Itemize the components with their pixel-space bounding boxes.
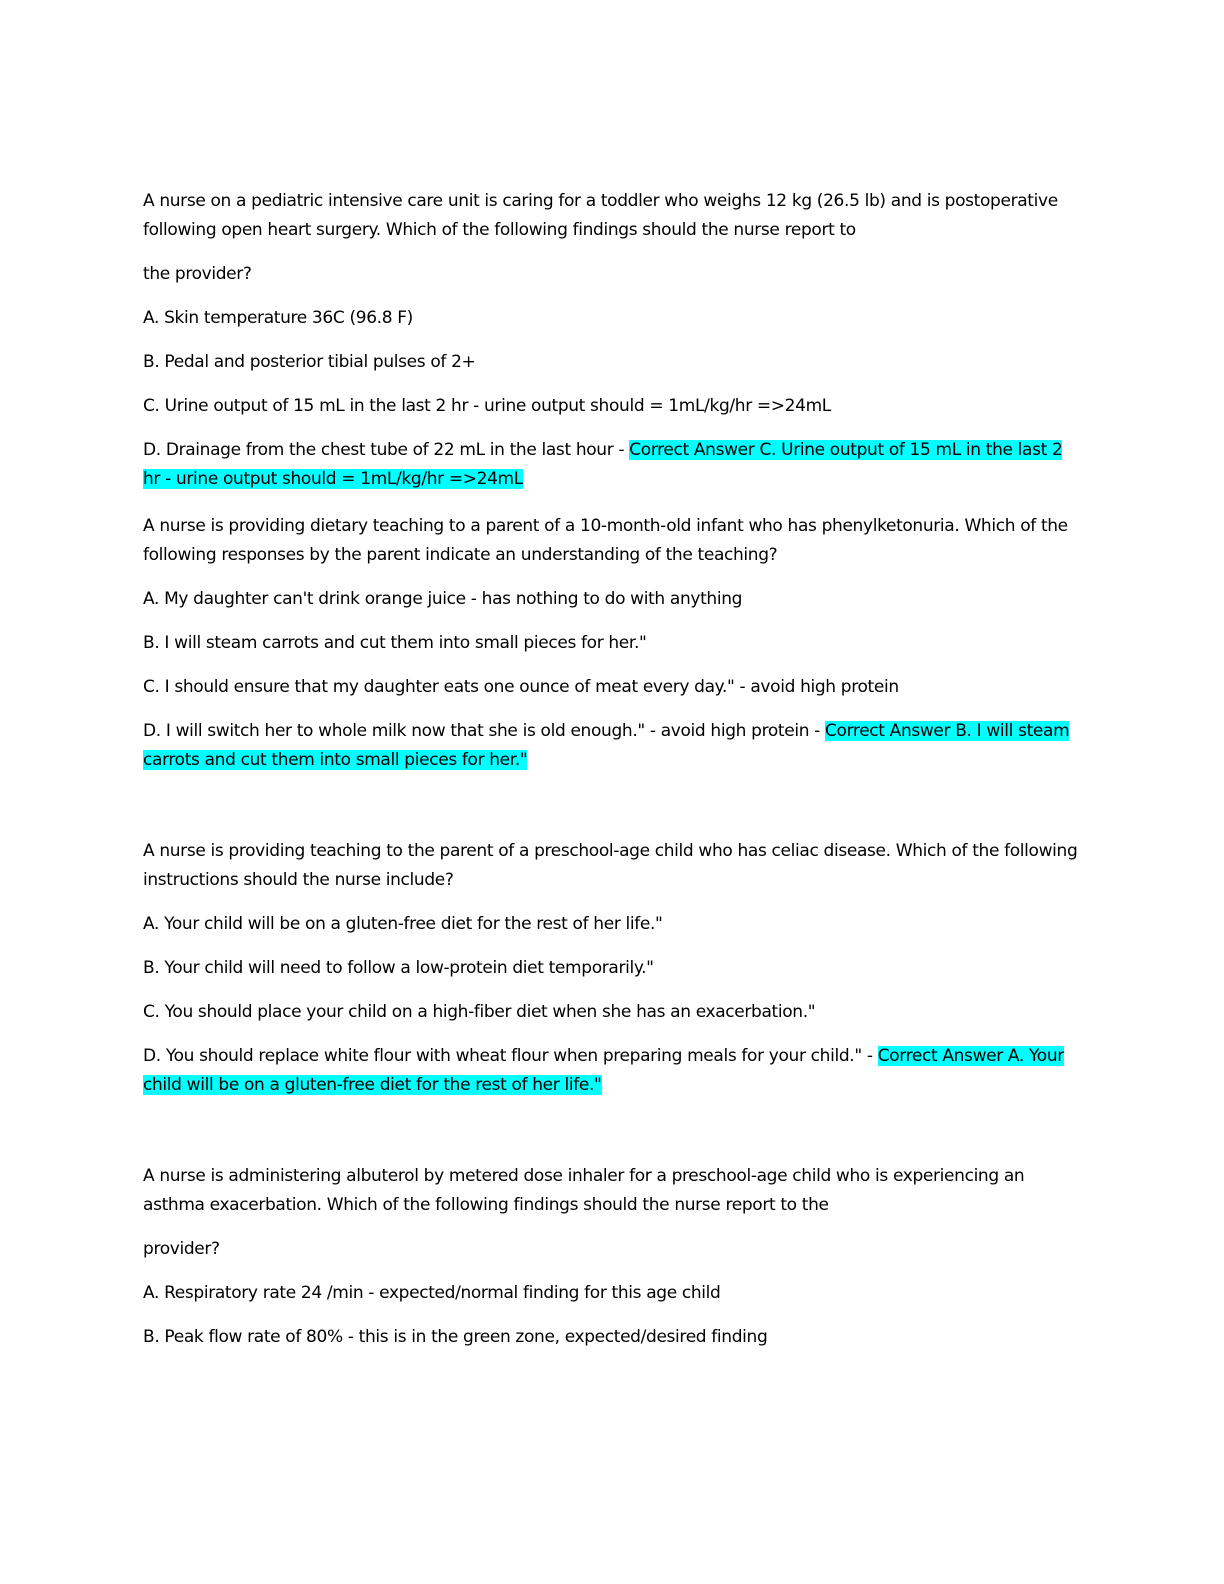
- option-d-with-answer: [143, 436, 1083, 494]
- question-stem-continued: the provider?: [143, 264, 252, 284]
- option-c: C. I should ensure that my daughter eats one ounce of meat every day." - avoid high protein: [143, 677, 899, 697]
- correct-answer-highlight: Correct Answer C. Urine output of 15 mL in the last 2 hr - urine output should = 1mL/kg/hr =>24mL: [143, 440, 1063, 489]
- option-b: B. Your child will need to follow a low-protein diet temporarily.": [143, 958, 654, 978]
- option-a: A. Skin temperature 36C (96.8 F): [143, 308, 413, 328]
- option-b: B. I will steam carrots and cut them into small pieces for her.": [143, 633, 647, 653]
- document-page: [143, 187, 1083, 1352]
- question-stem-continued: provider?: [143, 1239, 220, 1259]
- question-stem: A nurse on a pediatric intensive care unit is caring for a toddler who weighs 12 kg (26.5 lb) and is postoperative following open heart surgery. Which of the following findings should the nurse report to: [143, 191, 1058, 240]
- option-d: D. You should replace white flour with wheat flour when preparing meals for your child." -: [143, 1046, 878, 1066]
- option-b: B. Peak flow rate of 80% - this is in the green zone, expected/desired finding: [143, 1327, 768, 1347]
- option-a: A. Your child will be on a gluten-free diet for the rest of her life.": [143, 914, 663, 934]
- option-d: D. I will switch her to whole milk now that she is old enough." - avoid high protein -: [143, 721, 826, 741]
- option-b: B. Pedal and posterior tibial pulses of 2+: [143, 352, 476, 372]
- question-stem: A nurse is providing teaching to the parent of a preschool-age child who has celiac disease. Which of the following instructions should the nurse include?: [143, 841, 1078, 890]
- question-1: [143, 187, 1083, 512]
- question-stem: A nurse is providing dietary teaching to a parent of a 10-month-old infant who has phenylketonuria. Which of the following responses by the parent indicate an understanding of the teaching?: [143, 516, 1068, 565]
- question-3: [143, 837, 1083, 1162]
- option-a: A. Respiratory rate 24 /min - expected/normal finding for this age child: [143, 1283, 721, 1303]
- correct-answer-highlight: Correct Answer B. I will steam carrots and cut them into small pieces for her.": [143, 721, 1070, 770]
- option-d: D. Drainage from the chest tube of 22 mL in the last hour -: [143, 440, 630, 460]
- question-stem: A nurse is administering albuterol by metered dose inhaler for a preschool-age child who is experiencing an asthma exacerbation. Which of the following findings should the nurse report to the: [143, 1166, 1025, 1215]
- option-d-with-answer: [143, 1042, 1083, 1100]
- option-d-with-answer: [143, 717, 1083, 775]
- option-a: A. My daughter can't drink orange juice - has nothing to do with anything: [143, 589, 743, 609]
- correct-answer-highlight: Correct Answer A. Your child will be on a gluten-free diet for the rest of her life.": [143, 1046, 1064, 1095]
- question-4: [143, 1162, 1083, 1352]
- question-2: [143, 512, 1083, 837]
- option-c: C. You should place your child on a high-fiber diet when she has an exacerbation.": [143, 1002, 816, 1022]
- option-c: C. Urine output of 15 mL in the last 2 hr - urine output should = 1mL/kg/hr =>24mL: [143, 396, 831, 416]
